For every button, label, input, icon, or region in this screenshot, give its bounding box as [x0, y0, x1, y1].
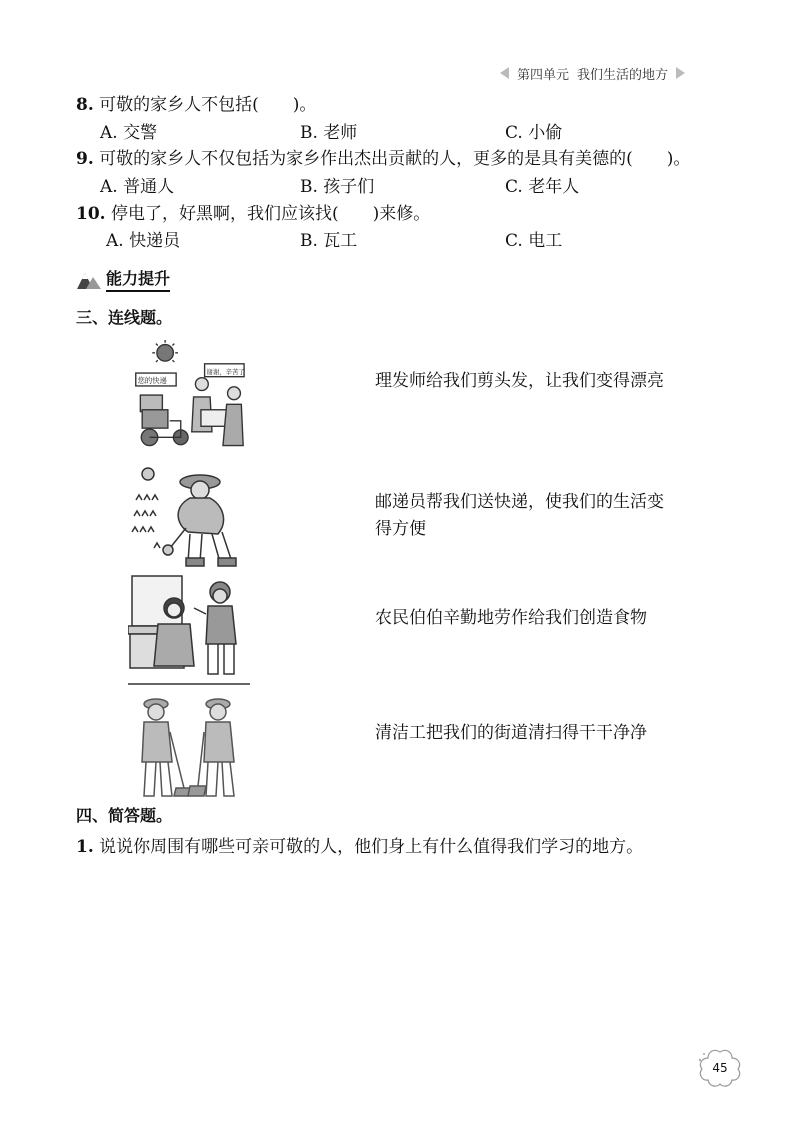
question-10: 10. 停电了，好黑啊，我们应该找( )来修。: [76, 204, 431, 224]
question-9: 9. 可敬的家乡人不仅包括为家乡作出杰出贡献的人，更多的是具有美德的( )。: [76, 149, 691, 169]
option-b: B. 孩子们: [300, 177, 375, 197]
section-title: 能力提升: [76, 266, 170, 292]
right-triangle-icon: [676, 67, 685, 79]
left-triangle-icon: [500, 67, 509, 79]
question-text: 可敬的家乡人不仅包括为家乡作出杰出贡献的人，更多的是具有美德的( )。: [99, 149, 691, 169]
match-item-1: 理发师给我们剪头发，让我们变得漂亮: [375, 371, 664, 391]
mountain-icon: [76, 268, 102, 290]
option-b: B. 瓦工: [300, 231, 358, 251]
unit-label: 第四单元: [517, 67, 570, 83]
page-number: 45: [712, 1061, 728, 1075]
option-c: C. 电工: [505, 231, 563, 251]
running-header: [500, 62, 730, 84]
match-item-3: 农民伯伯辛勤地劳作给我们创造食物: [375, 608, 647, 628]
bubble-left-text: 您的快递: [137, 376, 167, 386]
farmer-illustration: [128, 462, 250, 574]
option-a: A. 普通人: [100, 177, 175, 197]
part4-question-1: 1. 说说你周围有哪些可亲可敬的人，他们身上有什么值得我们学习的地方。: [76, 837, 644, 857]
match-item-2: 邮递员帮我们送快递，使我们的生活变得方便: [375, 492, 664, 539]
option-b: B. 老师: [300, 123, 358, 143]
part4-heading: 四、简答题。: [76, 806, 173, 825]
match-item-4: 清洁工把我们的街道清扫得干干净净: [375, 723, 647, 743]
question-text: 说说你周围有哪些可亲可敬的人，他们身上有什么值得我们学习的地方。: [99, 837, 644, 857]
courier-delivery-illustration: [128, 340, 250, 452]
part3-heading: 三、连线题。: [76, 308, 173, 327]
question-text: 可敬的家乡人不包括( )。: [99, 95, 317, 115]
option-a: A. 快递员: [106, 231, 181, 251]
question-text: 停电了，好黑啊，我们应该找( )来修。: [110, 204, 431, 224]
option-c: C. 老年人: [505, 177, 580, 197]
barber-illustration: [128, 574, 250, 686]
street-cleaners-illustration: [128, 692, 250, 804]
option-c: C. 小偷: [505, 123, 563, 143]
unit-title: 我们生活的地方: [577, 67, 669, 83]
option-a: A. 交警: [100, 123, 158, 143]
question-8: 8. 可敬的家乡人不包括( )。: [76, 95, 317, 115]
bubble-right-text: 谢谢，辛苦了: [206, 367, 245, 376]
